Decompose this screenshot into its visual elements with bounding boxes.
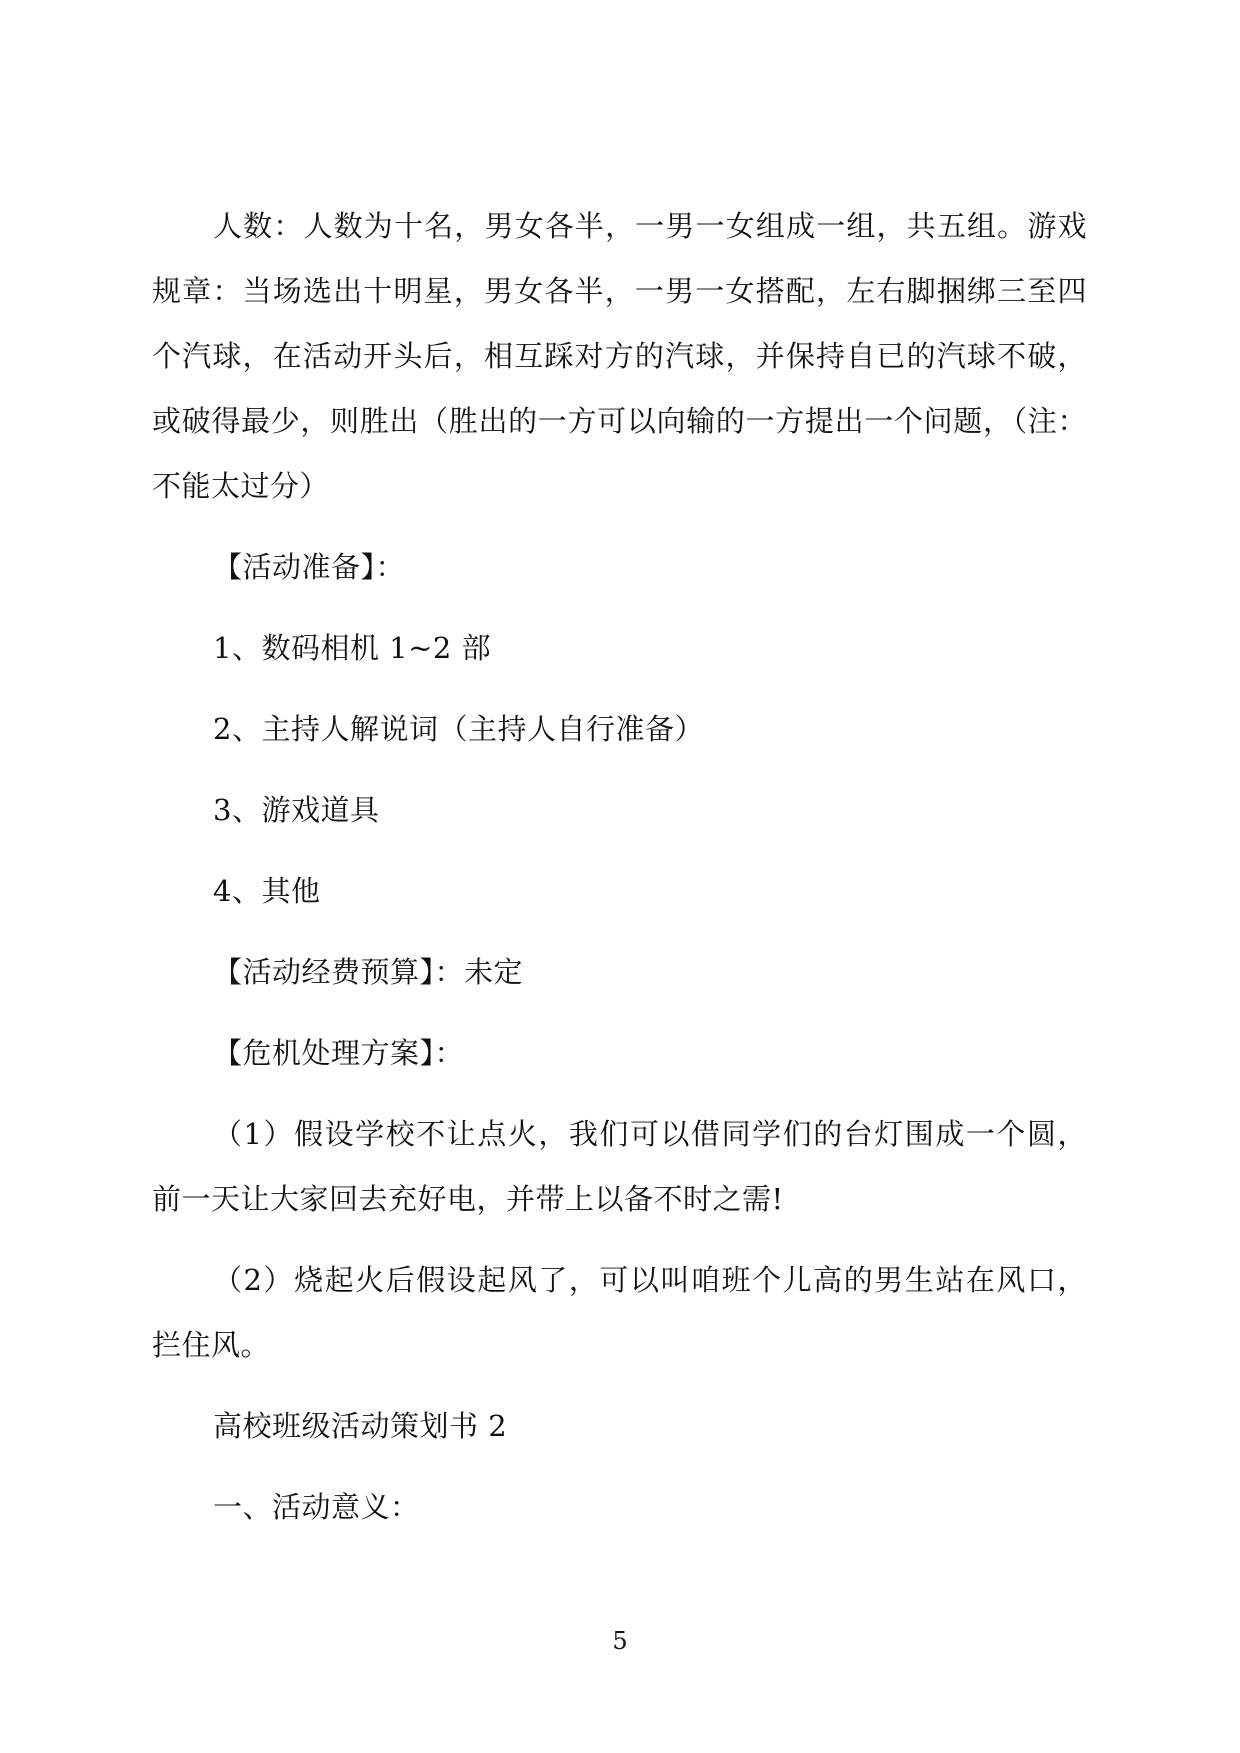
budget-line: 【活动经费预算】：未定 (213, 955, 524, 989)
preparation-item-other: 4、其他 (213, 874, 321, 908)
activity-preparation-heading: 【活动准备】： (213, 550, 406, 584)
crisis-plan-heading: 【危机处理方案】： (213, 1036, 465, 1070)
crisis-plan-item-1: （1）假设学校不让点火，我们可以借同学们的台灯围成一个圆，前一天让大家回去充好电，并带上以备不时之需! (152, 1117, 1087, 1216)
preparation-item-camera: 1、数码相机 1~2 部 (213, 631, 492, 665)
plan-2-title: 高校班级活动策划书 2 (213, 1409, 508, 1443)
preparation-item-host-script: 2、主持人解说词（主持人自行准备） (213, 712, 704, 746)
preparation-item-game-props: 3、游戏道具 (213, 793, 380, 827)
crisis-plan-item-2: （2）烧起火后假设起风了，可以叫咱班个儿高的男生站在风口，拦住风。 (152, 1263, 1087, 1362)
document-body (152, 194, 1087, 1556)
section-1-heading: 一、活动意义： (213, 1490, 420, 1524)
page-number: 5 (612, 1627, 628, 1655)
game-rules-paragraph: 人数：人数为十名，男女各半，一男一女组成一组，共五组。游戏规章：当场选出十明星，男女各半，一男一女搭配，左右脚捆绑三至四个汽球，在活动开头后，相互踩对方的汽球，并保持自已的汽球不破，或破得最少，则胜出（胜出的一方可以向输的一方提出一个问题，（注：不能太过分） (152, 209, 1087, 503)
